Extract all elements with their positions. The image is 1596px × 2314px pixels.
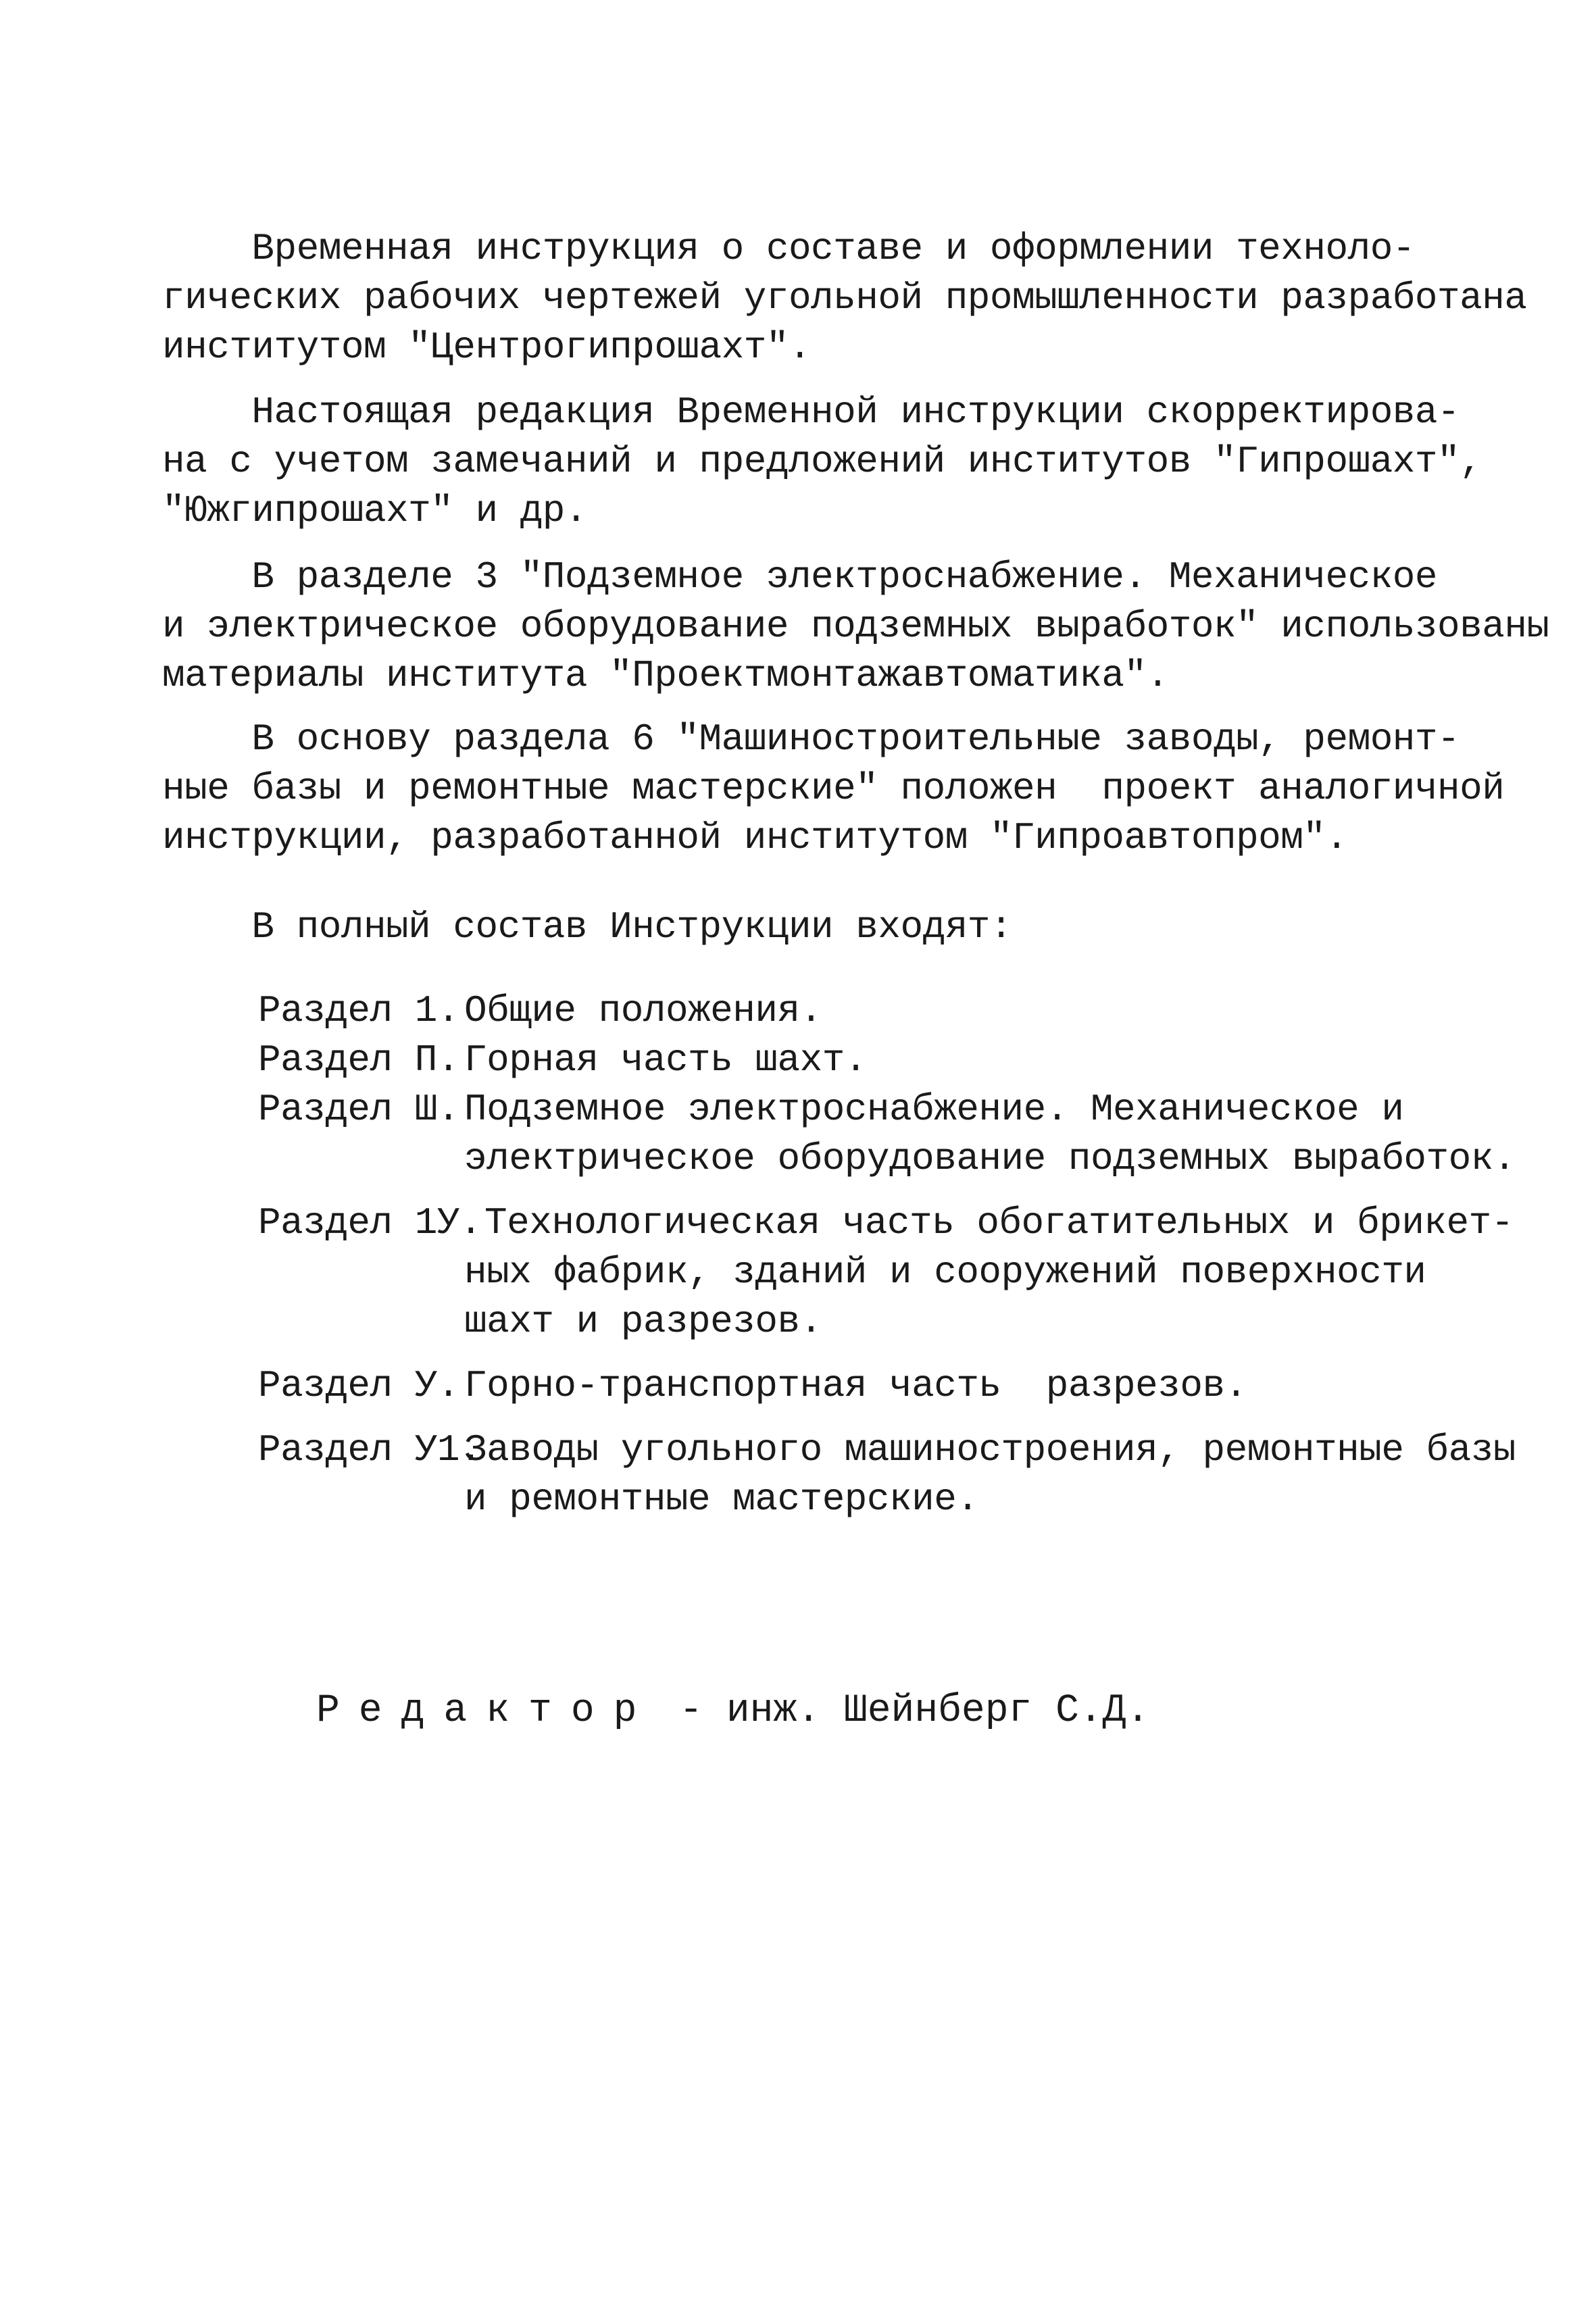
text-line: материалы института "Проектмонтажавтоматика". (162, 654, 1169, 697)
text-line: ные базы и ремонтные мастерские" положен проект аналогичной (162, 767, 1505, 810)
section-title-line: и ремонтные мастерские. (464, 1478, 979, 1521)
editor-name: - инж. Шейнберг С.Д. (679, 1689, 1150, 1733)
section-title-line: Общие положения. (464, 989, 822, 1032)
section-item (258, 1361, 1474, 1411)
text-line: "Южгипрошахт" и др. (162, 489, 588, 532)
editor-role: Редактор (316, 1689, 656, 1733)
text-line: институтом "Центрогипрошахт". (162, 326, 812, 369)
section-item (258, 1036, 1474, 1085)
text-line: В разделе 3 "Подземное электроснабжение. Механическое (162, 555, 1438, 599)
text-line: инструкции, разработанной институтом "Гипроавтопром". (162, 816, 1348, 859)
text-line: Временная инструкция о составе и оформлении техноло- (162, 227, 1415, 270)
text-line: на с учетом замечаний и предложений институтов "Гипрошахт", (162, 440, 1482, 483)
section-label: Раздел 1У. (258, 1201, 482, 1244)
paragraph-revision (162, 388, 1482, 536)
editor-signature (316, 1686, 1149, 1736)
section-label: Раздел П. (258, 1038, 459, 1082)
paragraph-authorship (162, 224, 1527, 372)
paragraph-section-6-basis (162, 715, 1505, 863)
section-label: Раздел У1. (258, 1428, 482, 1472)
text-line: и электрическое оборудование подземных выработок" использованы (162, 605, 1549, 648)
section-label: Раздел 1. (258, 989, 459, 1032)
section-title-line: Технологическая часть обогатительных и брикет- (484, 1201, 1514, 1244)
section-item (258, 1085, 1516, 1184)
section-title-line: электрическое оборудование подземных выработок. (464, 1137, 1516, 1180)
section-title-line: Подземное электроснабжение. Механическое и (464, 1088, 1404, 1131)
text-line: Настоящая редакция Временной инструкции скорректирова- (162, 391, 1460, 434)
text-line: гических рабочих чертежей угольной промышленности разработана (162, 276, 1527, 320)
section-title-line: Горная часть шахт. (464, 1038, 867, 1082)
text-line: В основу раздела 6 "Машиностроительные заводы, ремонт- (162, 718, 1460, 761)
section-label: Раздел У. (258, 1364, 459, 1407)
section-item (258, 1426, 1516, 1524)
paragraph-section-3-materials (162, 553, 1549, 701)
section-item (258, 986, 1474, 1036)
sections-list (258, 986, 1516, 1524)
section-title-line: ных фабрик, зданий и сооружений поверхности (464, 1251, 1426, 1294)
section-item (258, 1199, 1514, 1347)
section-title-line: Заводы угольного машиностроения, ремонтные базы (464, 1428, 1516, 1472)
section-title-line: шахт и разрезов. (464, 1300, 822, 1343)
text-line: В полный состав Инструкции входят: (162, 905, 1013, 949)
section-title-line: Горно-транспортная часть разрезов. (464, 1364, 1247, 1407)
paragraph-contents-intro (162, 903, 1446, 952)
section-label: Раздел Ш. (258, 1088, 459, 1131)
